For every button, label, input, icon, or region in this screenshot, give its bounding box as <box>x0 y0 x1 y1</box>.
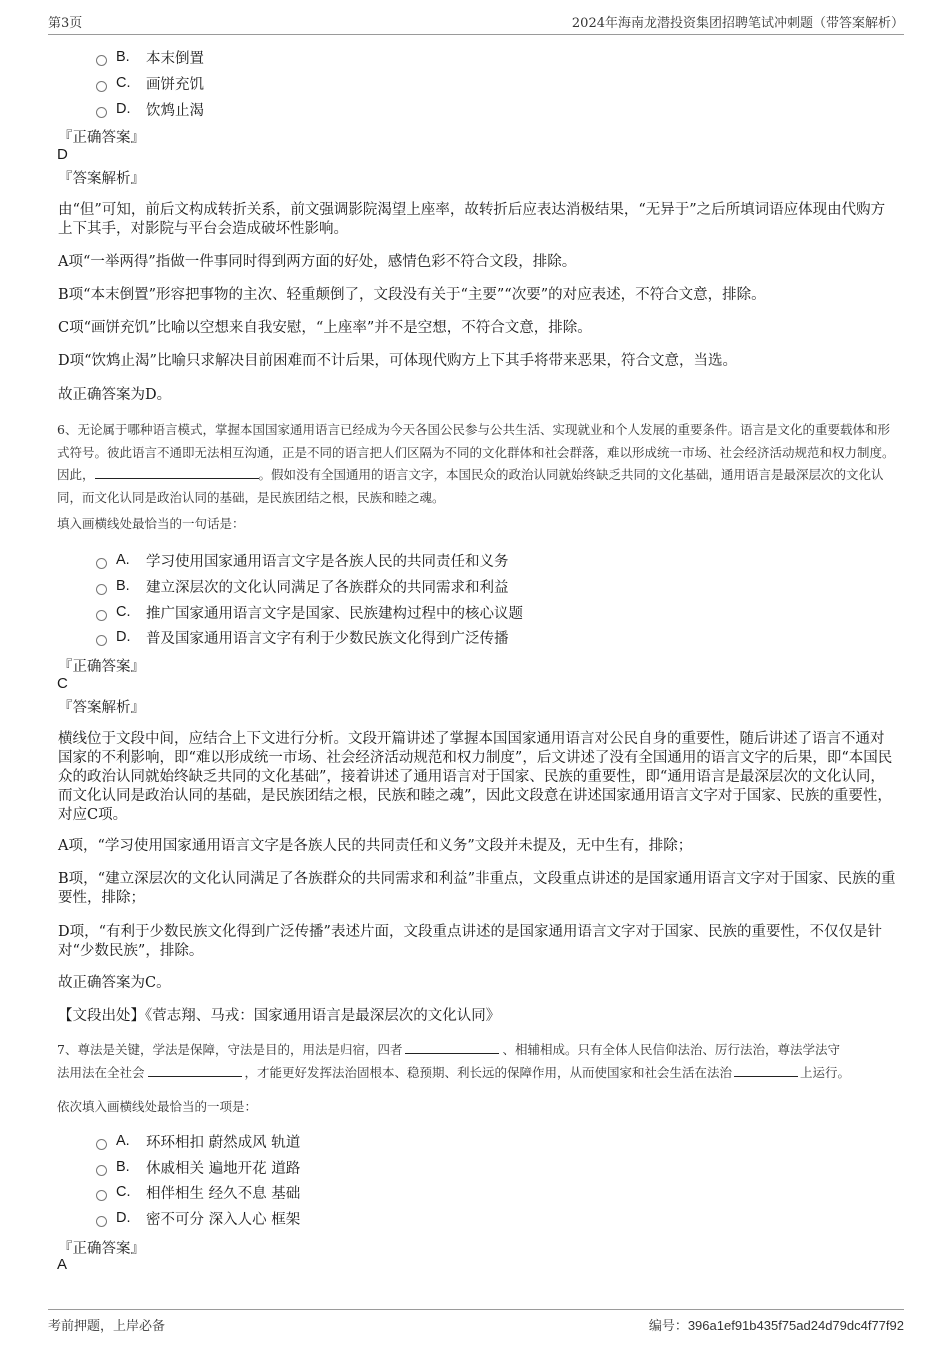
q6-analysis-label: 『答案解析』 <box>58 700 145 716</box>
option-text: 普及国家通用语言文字有利于少数民族文化得到广泛传播 <box>146 630 509 647</box>
radio-icon[interactable] <box>96 81 107 92</box>
option-text: 环环相扣 蔚然成风 轨道 <box>146 1134 301 1151</box>
option-text: 建立深层次的文化认同满足了各族群众的共同需求和利益 <box>146 579 509 596</box>
option-text: 学习使用国家通用语言文字是各族人民的共同责任和义务 <box>146 553 509 570</box>
option-text: 画饼充饥 <box>146 76 204 93</box>
q6-option-c[interactable]: C. 推广国家通用语言文字是国家、民族建构过程中的核心议题 <box>96 601 523 623</box>
q6-analysis-p1: 横线位于文段中间，应结合上下文进行分析。文段开篇讲述了掌握本国国家通用语言对公民自身的重要性，随后讲述了语言不通对国家的不利影响，即“难以形成统一市场、社会经济活动规范和权力制度”，后文讲述了没有全国通用的语言文字的后果，即“本国民众的政治认同就始终缺乏共同的文化基础”，接着讲述了通用语言对于国家、民族的重要性，即“通用语言是最深层次的文化认同，而文化认同是政治认同的基础，是民族团结之根，民族和睦之魂”，因此文段意在讲述国家通用语言文字对于国家、民族的重要性，对应C项。 <box>58 731 893 823</box>
q7-option-c[interactable]: C. 相伴相生 经久不息 基础 <box>96 1181 300 1203</box>
q7-option-d[interactable]: D. 密不可分 深入人心 框架 <box>96 1207 300 1229</box>
q6-option-d[interactable]: D. 普及国家通用语言文字有利于少数民族文化得到广泛传播 <box>96 626 509 648</box>
q7-option-a[interactable]: A. 环环相扣 蔚然成风 轨道 <box>96 1130 300 1152</box>
radio-icon[interactable] <box>96 1216 107 1227</box>
q6-answer: C <box>57 675 68 692</box>
q7-stem: 7、尊法是关键，学法是保障，守法是目的，用法是归宿，四者 、相辅相成。只有全体人民信仰法治、厉行法治，尊法学法守 法用法在全社会 ，才能更好发挥法治固根本、稳预期、利长远的保障作用，从而使国家和社会生活在法治 上运行。 <box>57 1042 851 1080</box>
q6-prompt: 填入画横线处最恰当的一句话是： <box>57 516 245 531</box>
q6-answer-label: 『正确答案』 <box>58 659 145 675</box>
fill-blank <box>95 466 259 479</box>
q6-analysis-p4: D项，“有利于少数民族文化得到广泛传播”表述片面，文段重点讲述的是国家通用语言文字对于国家、民族的重要性，不仅仅是针对“少数民族”，排除。 <box>58 924 882 959</box>
radio-icon[interactable] <box>96 584 107 595</box>
option-text: 密不可分 深入人心 框架 <box>146 1211 301 1228</box>
page-number: 第3页 <box>48 16 83 31</box>
q5-analysis-p5: D项“饮鸩止渴”比喻只求解决目前困难而不计后果，可体现代购方上下其手将带来恶果，符合文意，当选。 <box>58 353 737 369</box>
option-text: 饮鸩止渴 <box>146 102 204 119</box>
q5-analysis-p2: A项“一举两得”指做一件事同时得到两方面的好处，感情色彩不符合文段，排除。 <box>58 254 577 270</box>
document-title: 2024年海南龙潜投资集团招聘笔试冲刺题（带答案解析） <box>571 16 904 31</box>
radio-icon[interactable] <box>96 1190 107 1201</box>
document-code: 编号：396a1ef91b435f75ad24d79dc4f77f92 <box>648 1318 904 1334</box>
page-footer <box>48 1309 904 1332</box>
page-header <box>48 12 904 35</box>
option-text: 推广国家通用语言文字是国家、民族建构过程中的核心议题 <box>146 605 523 622</box>
q5-option-b[interactable]: B. 本末倒置 <box>96 46 204 68</box>
radio-icon[interactable] <box>96 635 107 646</box>
footer-slogan: 考前押题，上岸必备 <box>48 1319 166 1334</box>
q6-option-a[interactable]: A. 学习使用国家通用语言文字是各族人民的共同责任和义务 <box>96 549 509 571</box>
fill-blank <box>148 1064 242 1077</box>
radio-icon[interactable] <box>96 1139 107 1150</box>
q6-option-b[interactable]: B. 建立深层次的文化认同满足了各族群众的共同需求和利益 <box>96 575 509 597</box>
q5-answer-label: 『正确答案』 <box>58 130 145 146</box>
q5-analysis-p1: 由“但”可知，前后文构成转折关系，前文强调影院渴望上座率，故转折后应表达消极结果，“无异于”之后所填词语应体现由代购方上下其手，对影院与平台会造成破坏性影响。 <box>58 202 886 237</box>
q5-analysis-p3: B项“本末倒置”形容把事物的主次、轻重颠倒了，文段没有关于“主要”“次要”的对应表述，不符合文意，排除。 <box>58 287 766 303</box>
radio-icon[interactable] <box>96 1165 107 1176</box>
fill-blank <box>405 1041 499 1054</box>
q5-conclusion: 故正确答案为D。 <box>58 387 172 403</box>
q6-conclusion: 故正确答案为C。 <box>58 975 171 991</box>
q5-analysis-label: 『答案解析』 <box>58 171 145 187</box>
q6-stem: 6、无论属于哪种语言模式，掌握本国国家通用语言已经成为今天各国公民参与公共生活、实现就业和个人发展的重要条件。语言是文化的重要载体和形式符号。彼此语言不通即无法相互沟通，正是不同的语言把人们区隔为不同的文化群体和社会群落，难以形成统一市场、社会经济活动规范和权力制度。因此， 。假如没有全国通用的语言文字，本国民众的政治认同就始终缺乏共同的文化基础，通用语言是最深层次的文化认同，而文化认同是政治认同的基础，是民族团结之根，民族和睦之魂。 <box>57 422 895 505</box>
q5-analysis-p4: C项“画饼充饥”比喻以空想来自我安慰，“上座率”并不是空想，不符合文意，排除。 <box>58 320 592 336</box>
radio-icon[interactable] <box>96 55 107 66</box>
q7-answer-label: 『正确答案』 <box>58 1241 145 1257</box>
radio-icon[interactable] <box>96 558 107 569</box>
q7-option-b[interactable]: B. 休戚相关 遍地开花 道路 <box>96 1156 300 1178</box>
q6-source: 【文段出处】《菅志翔、马戎：国家通用语言是最深层次的文化认同》 <box>58 1008 501 1024</box>
option-text: 本末倒置 <box>146 50 204 67</box>
q5-option-c[interactable]: C. 画饼充饥 <box>96 72 204 94</box>
radio-icon[interactable] <box>96 107 107 118</box>
fill-blank <box>734 1064 798 1077</box>
q6-analysis-p2: A项，“学习使用国家通用语言文字是各族人民的共同责任和义务”文段并未提及，无中生有，排除； <box>58 838 693 854</box>
radio-icon[interactable] <box>96 610 107 621</box>
q5-option-d[interactable]: D. 饮鸩止渴 <box>96 98 204 120</box>
q6-analysis-p3: B项，“建立深层次的文化认同满足了各族群众的共同需求和利益”非重点，文段重点讲述的是国家通用语言文字对于国家、民族的重要性，排除； <box>58 871 896 906</box>
option-text: 相伴相生 经久不息 基础 <box>146 1185 301 1202</box>
q7-prompt: 依次填入画横线处最恰当的一项是： <box>57 1099 258 1114</box>
q7-answer: A <box>57 1256 68 1273</box>
q5-answer: D <box>57 146 68 163</box>
option-text: 休戚相关 遍地开花 道路 <box>146 1160 301 1177</box>
